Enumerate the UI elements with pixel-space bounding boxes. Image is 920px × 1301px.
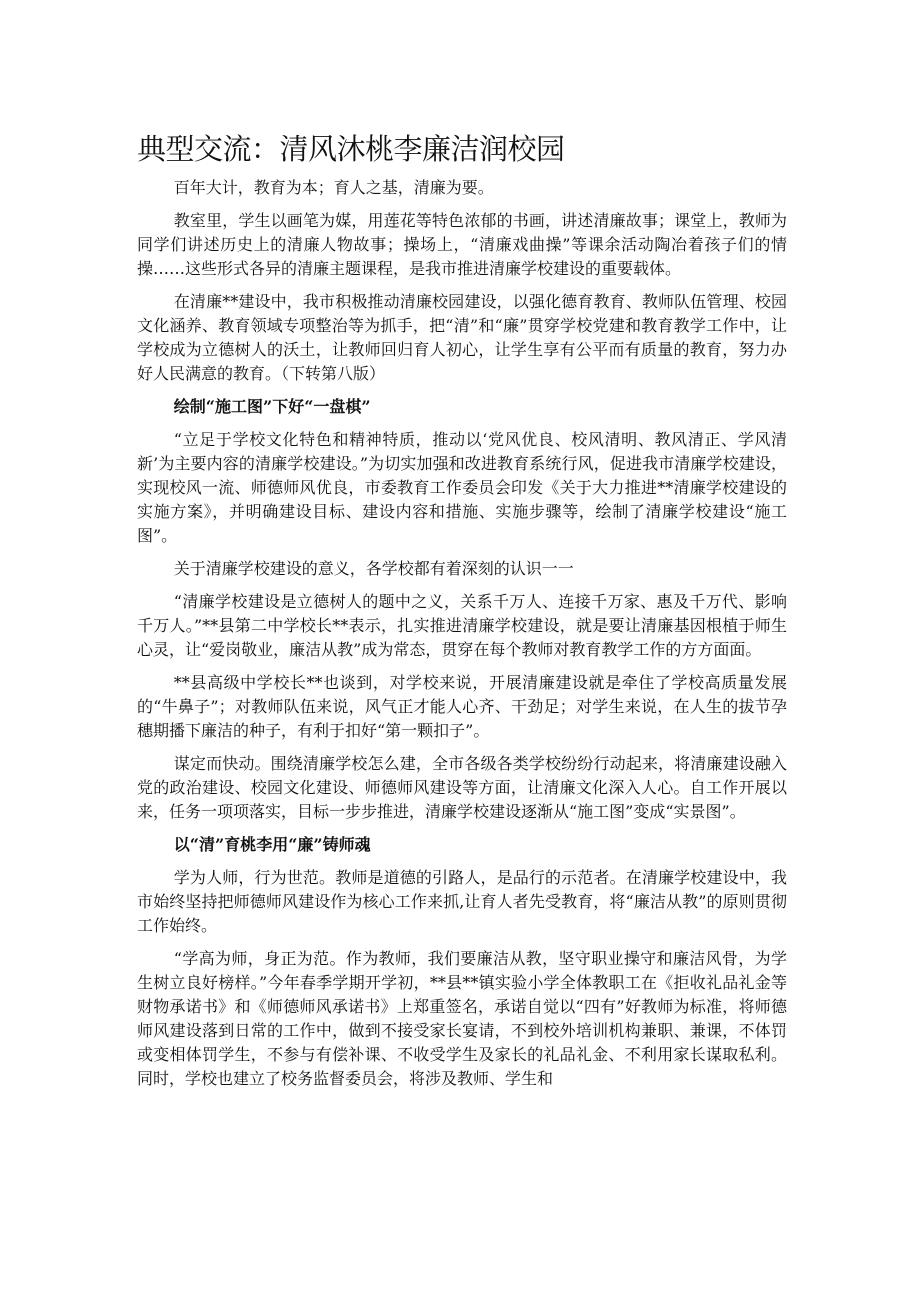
section-2-heading: 以“清”育桃李用“廉”铸师魂 bbox=[173, 835, 371, 854]
section-1-paragraph-4: **县高级中学校长**也谈到，对学校来说，开展清廉建设就是牵住了学校高质量发展的“牛鼻子”；对教师队伍来说，风气正才能人心齐、干劲足；对学生来说，在人生的拔节孕穗期播下廉洁的种子，有利于扣好“第一颗扣子”。 bbox=[137, 673, 787, 740]
section-2-paragraph-2: “学高为师，身正为范。作为教师，我们要廉洁从教，坚守职业操守和廉洁风骨，为学生树立良好榜样。”今年春季学期开学初，**县**镇实验小学全体教职工在《拒收礼品礼金等财物承诺书》和《师德师风承诺书》上郑重签名，承诺自觉以“四有”好教师为标准，将师德师风建设落到日常的工作中，做到不接受家长宴请，不到校外培训机构兼职、兼课，不体罚或变相体罚学生，不参与有偿补课、不收受学生及家长的礼品礼金、不利用家长谋取私利。同时，学校也建立了校务监督委员会，将涉及教师、学生和 bbox=[137, 949, 787, 1088]
intro-paragraph-2: 教室里，学生以画笔为媒，用莲花等特色浓郁的书画，讲述清廉故事；课堂上，教师为同学们讲述历史上的清廉人物故事；操场上，“清廉戏曲操”等课余活动陶冶着孩子们的情操……这些形式各异的清廉主题课程，是我市推进清廉学校建设的重要载体。 bbox=[137, 211, 787, 278]
intro-paragraph-1: 百年大计，教育为本；育人之基，清廉为要。 bbox=[173, 178, 494, 197]
section-2-paragraph-1: 学为人师，行为世范。教师是道德的引路人，是品行的示范者。在清廉学校建设中，我市始终坚持把师德师风建设作为核心工作来抓,让育人者先受教育，将“廉洁从教”的原则贯彻工作始终。 bbox=[137, 868, 787, 935]
section-1-paragraph-1: “立足于学校文化特色和精神特质，推动以‘党风优良、校风清明、教风清正、学风清新’为主要内容的清廉学校建设。”为切实加强和改进教育系统行风，促进我市清廉学校建设，实现校风一流、师德师风优良，市委教育工作委员会印发《关于大力推进**清廉学校建设的实施方案》，并明确建设目标、建设内容和措施、实施步骤等，绘制了清廉学校建设“施工图”。 bbox=[137, 430, 787, 545]
section-1-heading: 绘制“施工图”下好“一盘棋” bbox=[173, 397, 371, 416]
section-1-paragraph-3: “清廉学校建设是立德树人的题中之义，关系千万人、连接千万家、惠及千万代、影响千万人。”**县第二中学校长**表示，扎实推进清廉学校建设，就是要让清廉基因根植于师生心灵，让“爱岗敬业，廉洁从教”成为常态，贯穿在每个教师对教育教学工作的方方面面。 bbox=[137, 592, 787, 659]
intro-paragraph-3: 在清廉**建设中，我市积极推动清廉校园建设，以强化德育教育、教师队伍管理、校园文化涵养、教育领域专项整治等为抓手，把“清”和“廉”贯穿学校党建和教育教学工作中，让学校成为立德树人的沃土，让教师回归育人初心，让学生享有公平而有质量的教育，努力办好人民满意的教育。（下转第八版） bbox=[137, 292, 787, 383]
document-title: 典型交流：清风沐桃李廉洁润校园 bbox=[137, 132, 565, 166]
document-page bbox=[137, 128, 787, 1100]
section-1-paragraph-5: 谋定而快动。围绕清廉学校怎么建，全市各级各类学校纷纷行动起来，将清廉建设融入党的政治建设、校园文化建设、师德师风建设等方面，让清廉文化深入人心。自工作开展以来，任务一项项落实，目标一步步推进，清廉学校建设逐渐从“施工图”变成“实景图”。 bbox=[137, 754, 787, 821]
section-1-paragraph-2: 关于清廉学校建设的意义，各学校都有着深刻的认识一一 bbox=[173, 559, 574, 578]
